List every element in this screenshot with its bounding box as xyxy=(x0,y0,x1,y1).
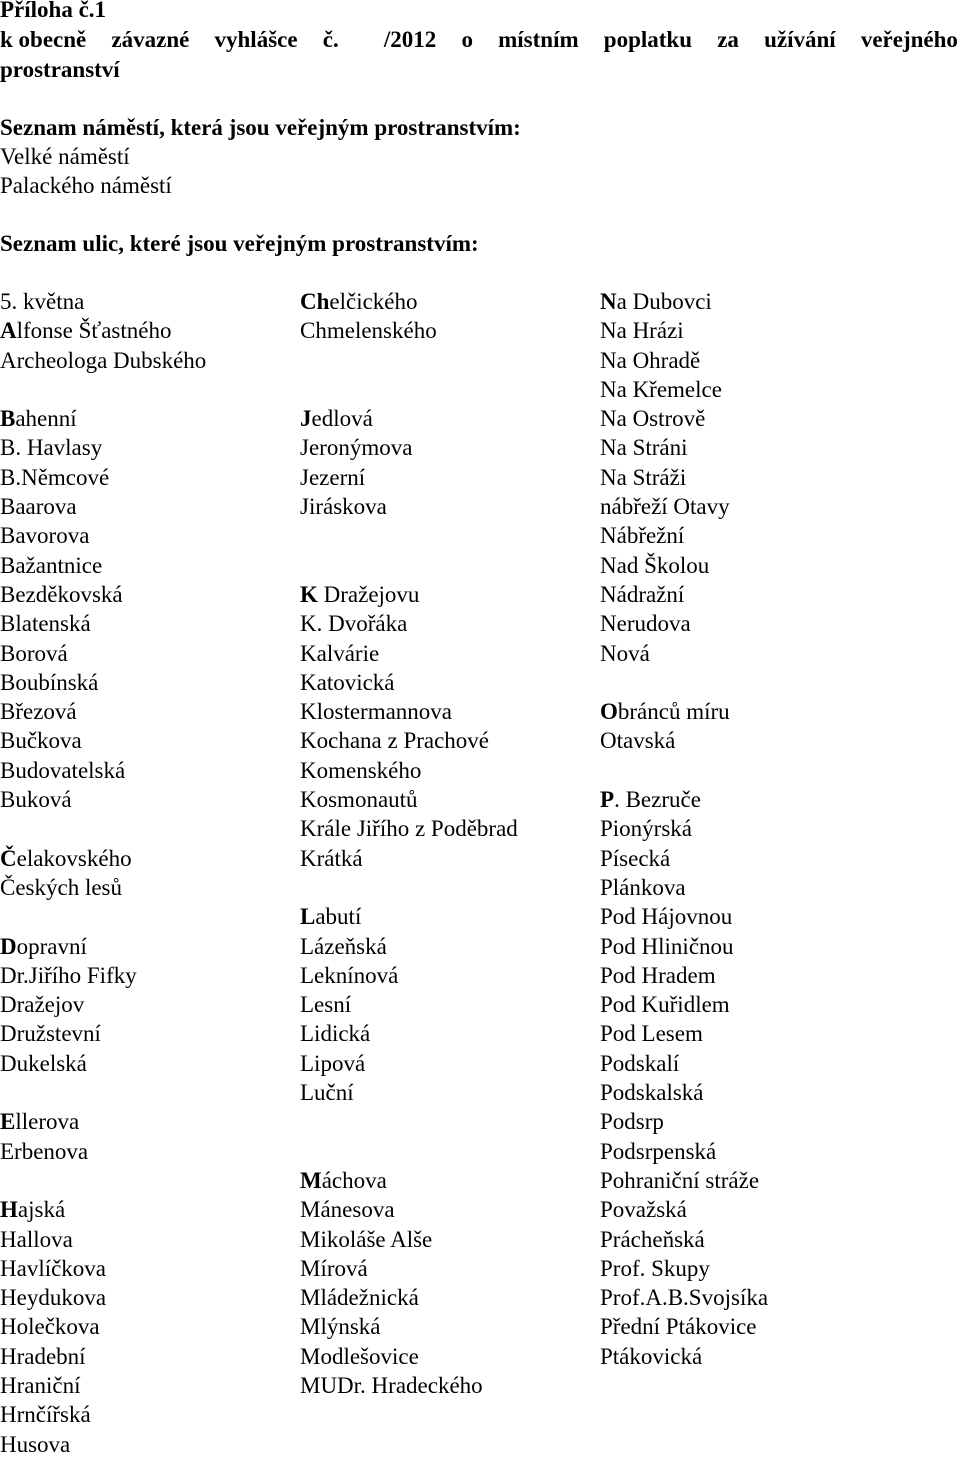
street-name xyxy=(300,580,518,609)
street-name-text: Lipová xyxy=(300,1050,366,1076)
subtitle-word: o xyxy=(461,27,473,52)
blank-row xyxy=(600,668,768,697)
street-name xyxy=(300,404,518,433)
street-initial: K xyxy=(300,581,318,607)
street-name-text: Lidická xyxy=(300,1021,371,1047)
street-name-text: Buková xyxy=(0,787,72,813)
street-name xyxy=(300,492,518,521)
street-name xyxy=(0,316,206,345)
attachment-subtitle-line xyxy=(0,25,958,54)
street-name-text: bránců míru xyxy=(617,699,730,725)
street-name xyxy=(0,639,206,668)
street-name xyxy=(600,1078,768,1107)
blank-row xyxy=(300,346,518,375)
street-name-text: Pohraniční stráže xyxy=(600,1167,760,1193)
street-name xyxy=(600,961,768,990)
street-initial: J xyxy=(300,406,312,432)
street-name-text: B. Havlasy xyxy=(0,435,103,461)
subtitle-word: závazné xyxy=(111,27,190,52)
street-name-text: Bavorova xyxy=(0,523,90,549)
streets-heading: Seznam ulic, které jsou veřejným prostranstvím: xyxy=(0,231,479,256)
street-name xyxy=(600,1137,768,1166)
blank-row xyxy=(0,1166,206,1195)
squares-heading: Seznam náměstí, která jsou veřejným prostranstvím: xyxy=(0,115,521,140)
street-name-text: Leknínová xyxy=(300,962,399,988)
streets-column-2 xyxy=(300,287,518,1400)
street-name xyxy=(0,726,206,755)
street-name-text: Komenského xyxy=(300,757,422,783)
street-name xyxy=(600,1254,768,1283)
street-name xyxy=(0,346,206,375)
street-name-text: Chmelenského xyxy=(300,318,437,344)
street-name-text: ajská xyxy=(17,1197,66,1223)
street-name-text: Na Stráni xyxy=(600,435,688,461)
street-name xyxy=(600,316,768,345)
street-name xyxy=(0,756,206,785)
street-name xyxy=(600,404,768,433)
street-name-text: 5. května xyxy=(0,289,85,314)
street-name xyxy=(300,1371,518,1400)
street-name xyxy=(0,1195,206,1224)
blank-row xyxy=(0,814,206,843)
street-name-text: Pionýrská xyxy=(600,816,692,842)
street-name-text: Prof.A.B.Svojsíka xyxy=(600,1285,769,1311)
subtitle-word: /2012 xyxy=(383,27,437,52)
street-name xyxy=(0,521,206,550)
street-name-text: Blatenská xyxy=(0,611,91,637)
blank-row xyxy=(300,1107,518,1136)
street-name-text: Krátká xyxy=(300,845,363,871)
street-name-text: Podsrpenská xyxy=(600,1138,717,1164)
street-name-text: Hallova xyxy=(0,1226,73,1252)
street-name xyxy=(0,580,206,609)
street-name-text: Kosmonautů xyxy=(300,787,418,813)
street-name xyxy=(600,785,768,814)
street-name-text: Prácheňská xyxy=(600,1226,705,1252)
street-name xyxy=(0,844,206,873)
street-name-text: Krále Jiřího z Poděbrad xyxy=(300,816,518,842)
street-name-text: Hrnčířská xyxy=(0,1402,91,1428)
street-name-text: Budovatelská xyxy=(0,757,126,783)
street-name-text: Hradební xyxy=(0,1343,86,1369)
street-name xyxy=(0,404,206,433)
street-initial: D xyxy=(0,933,17,959)
street-name xyxy=(600,1166,768,1195)
street-name xyxy=(600,639,768,668)
street-name-text: Luční xyxy=(300,1080,354,1106)
street-name xyxy=(0,785,206,814)
subtitle-word: vyhlášce xyxy=(214,27,298,52)
street-name-text: Archeologa Dubského xyxy=(0,347,207,373)
street-name-text: B.Němcové xyxy=(0,464,110,490)
street-name xyxy=(0,1225,206,1254)
street-name xyxy=(0,433,206,462)
street-name-text: Na Křemelce xyxy=(600,376,722,402)
blank-row xyxy=(300,375,518,404)
street-name xyxy=(300,287,518,316)
street-name xyxy=(0,1137,206,1166)
street-name xyxy=(600,521,768,550)
street-name-text: Na Stráži xyxy=(600,464,687,490)
street-name-text: Pod Kuřidlem xyxy=(600,992,730,1018)
street-name xyxy=(0,1107,206,1136)
street-name xyxy=(600,990,768,1019)
street-name-text: Husova xyxy=(0,1431,71,1457)
street-name-text: ahenní xyxy=(15,406,77,432)
street-initial: O xyxy=(600,699,618,725)
blank-row xyxy=(300,551,518,580)
streets-column-3 xyxy=(600,287,768,1371)
street-name xyxy=(0,463,206,492)
street-name-text: Lesní xyxy=(300,992,352,1018)
street-name xyxy=(600,844,768,873)
street-name-text: Březová xyxy=(0,699,77,725)
street-name xyxy=(300,932,518,961)
street-name xyxy=(600,1195,768,1224)
street-name xyxy=(0,1254,206,1283)
street-name xyxy=(600,1107,768,1136)
street-name-text: Holečkova xyxy=(0,1314,100,1340)
street-name-text: Mánesova xyxy=(300,1197,395,1223)
street-name-text: Katovická xyxy=(300,669,395,695)
street-name-text: a Dubovci xyxy=(616,289,712,314)
street-name-text: edlová xyxy=(311,406,373,432)
street-name-text: Pod Lesem xyxy=(600,1021,703,1047)
street-name xyxy=(300,785,518,814)
subtitle-word: veřejného xyxy=(860,27,958,52)
street-name xyxy=(300,1225,518,1254)
street-name-text: Nad Školou xyxy=(600,552,710,578)
street-name-text: Písecká xyxy=(600,845,671,871)
blank-row xyxy=(0,1078,206,1107)
street-name-text: Otavská xyxy=(600,728,676,754)
street-name-text: Nová xyxy=(600,640,650,666)
street-name-text: Nábřežní xyxy=(600,523,685,549)
street-name-text: Modlešovice xyxy=(300,1343,419,1369)
street-name xyxy=(600,492,768,521)
street-name-text: Bažantnice xyxy=(0,552,103,578)
street-name xyxy=(0,551,206,580)
street-name xyxy=(300,1049,518,1078)
street-name xyxy=(0,873,206,902)
street-name xyxy=(0,1019,206,1048)
street-name-text: nábřeží Otavy xyxy=(600,494,730,520)
street-name-text: Jiráskova xyxy=(300,494,387,520)
street-name xyxy=(600,932,768,961)
street-name xyxy=(0,697,206,726)
street-name xyxy=(300,726,518,755)
street-name xyxy=(0,1371,206,1400)
street-name xyxy=(600,1283,768,1312)
street-name xyxy=(300,609,518,638)
street-name xyxy=(0,492,206,521)
street-name-text: Na Ohradě xyxy=(600,347,701,373)
street-initial: B xyxy=(0,406,16,432)
street-name xyxy=(0,1430,206,1459)
street-name xyxy=(0,1312,206,1341)
street-name xyxy=(300,1078,518,1107)
street-name xyxy=(0,1283,206,1312)
street-name xyxy=(0,1342,206,1371)
street-name-text: lfonse Šťastného xyxy=(16,318,172,344)
blank-row xyxy=(0,902,206,931)
street-name xyxy=(300,1195,518,1224)
street-name xyxy=(600,609,768,638)
street-name-text: Borová xyxy=(0,640,68,666)
street-name-text: MUDr. Hradeckého xyxy=(300,1372,483,1398)
street-name xyxy=(300,756,518,785)
street-name-text: Klostermannova xyxy=(300,699,453,725)
street-name-text: elakovského xyxy=(16,845,132,871)
street-name xyxy=(0,990,206,1019)
street-name-text: Dukelská xyxy=(0,1050,87,1076)
street-name-text: Hraniční xyxy=(0,1372,81,1398)
street-name-text: llerova xyxy=(15,1109,80,1135)
blank-row xyxy=(300,873,518,902)
subtitle-word: místním xyxy=(498,27,579,52)
street-name xyxy=(600,551,768,580)
street-name xyxy=(600,814,768,843)
square-item: Velké náměstí xyxy=(0,144,130,169)
street-name xyxy=(0,1049,206,1078)
street-name-text: Podskalská xyxy=(600,1080,704,1106)
street-name xyxy=(600,873,768,902)
street-name xyxy=(600,346,768,375)
street-name xyxy=(300,961,518,990)
street-name xyxy=(300,844,518,873)
subtitle-word: poplatku xyxy=(603,27,693,52)
street-name-text: Nerudova xyxy=(600,611,691,637)
street-name-text: Boubínská xyxy=(0,669,99,695)
street-name xyxy=(0,932,206,961)
street-name-text: Heydukova xyxy=(0,1285,107,1311)
street-name xyxy=(300,463,518,492)
blank-row xyxy=(600,756,768,785)
street-name xyxy=(0,287,206,316)
street-name xyxy=(0,609,206,638)
street-name-text: Pod Hliničnou xyxy=(600,933,734,959)
street-name-text: Dražejovu xyxy=(317,581,420,607)
street-name-text: Družstevní xyxy=(0,1021,101,1047)
street-name xyxy=(300,1312,518,1341)
subtitle-word: k obecně xyxy=(0,27,87,52)
street-name xyxy=(300,639,518,668)
street-initial: P xyxy=(600,787,615,813)
street-name xyxy=(300,1166,518,1195)
street-name-text: Ptákovická xyxy=(600,1343,703,1369)
street-name-text: Dražejov xyxy=(0,992,85,1018)
street-name-text: Přední Ptákovice xyxy=(600,1314,757,1340)
street-name-text: Pod Hradem xyxy=(600,962,716,988)
street-name-text: Podsrp xyxy=(600,1109,664,1135)
street-name-text: Nádražní xyxy=(600,581,685,607)
street-name-text: Mikoláše Alše xyxy=(300,1226,433,1252)
street-name xyxy=(600,726,768,755)
street-name xyxy=(0,1400,206,1429)
street-name-text: Prof. Skupy xyxy=(600,1255,710,1281)
street-name xyxy=(300,1342,518,1371)
street-initial: Č xyxy=(0,845,17,871)
street-name-text: Lázeňská xyxy=(300,933,387,959)
street-name-text: Bučkova xyxy=(0,728,82,754)
street-name-text: Jeronýmova xyxy=(300,435,413,461)
street-name-text: K. Dvořáka xyxy=(300,611,408,637)
street-name-text: Podskalí xyxy=(600,1050,680,1076)
street-name-text: áchova xyxy=(321,1167,387,1193)
street-name-text: Na Hrázi xyxy=(600,318,684,344)
street-name xyxy=(600,1312,768,1341)
blank-row xyxy=(300,521,518,550)
street-initial: N xyxy=(600,289,617,314)
street-name xyxy=(600,463,768,492)
street-name-text: Českých lesů xyxy=(0,874,123,900)
street-name-text: abutí xyxy=(315,904,362,930)
street-initial: L xyxy=(300,904,316,930)
square-item: Palackého náměstí xyxy=(0,173,172,198)
street-name-text: Kochana z Prachové xyxy=(300,728,490,754)
street-name xyxy=(600,697,768,726)
street-name-text: Plánkova xyxy=(600,874,686,900)
street-name-text: Na Ostrově xyxy=(600,406,706,432)
street-name-text: Havlíčkova xyxy=(0,1255,107,1281)
blank-row xyxy=(0,375,206,404)
attachment-title: Příloha č.1 xyxy=(0,0,107,22)
street-name-text: Dr.Jiřího Fifky xyxy=(0,962,137,988)
street-name xyxy=(300,1283,518,1312)
subtitle-word: za xyxy=(717,27,739,52)
street-name xyxy=(300,1254,518,1283)
street-name xyxy=(300,990,518,1019)
street-name xyxy=(600,1225,768,1254)
street-name xyxy=(300,697,518,726)
street-name-text: Baarova xyxy=(0,494,77,520)
street-name-text: Kalvárie xyxy=(300,640,380,666)
street-name xyxy=(600,287,768,316)
blank-row xyxy=(300,1137,518,1166)
subtitle-word: užívání xyxy=(764,27,836,52)
street-name xyxy=(600,375,768,404)
street-name xyxy=(0,961,206,990)
street-name-text: elčického xyxy=(329,289,418,314)
street-name-text: opravní xyxy=(16,933,87,959)
street-name xyxy=(300,316,518,345)
street-name xyxy=(600,1049,768,1078)
street-name xyxy=(600,1342,768,1371)
street-name xyxy=(600,433,768,462)
street-initial: Ch xyxy=(300,289,330,314)
subtitle-word: č. xyxy=(322,27,339,52)
street-name xyxy=(300,1019,518,1048)
attachment-subtitle-end: prostranství xyxy=(0,57,120,82)
street-name xyxy=(300,668,518,697)
street-name-text: Mládežnická xyxy=(300,1285,419,1311)
street-name-text: Jezerní xyxy=(300,464,366,490)
street-name xyxy=(300,902,518,931)
street-initial: H xyxy=(0,1197,18,1223)
street-initial: M xyxy=(300,1167,322,1193)
street-name xyxy=(600,580,768,609)
street-name-text: Bezděkovská xyxy=(0,581,123,607)
street-name xyxy=(600,902,768,931)
street-name-text: . Bezruče xyxy=(614,787,701,813)
street-name xyxy=(300,433,518,462)
street-name-text: Mírová xyxy=(300,1255,368,1281)
street-name-text: Považská xyxy=(600,1197,687,1223)
street-name xyxy=(300,814,518,843)
street-name-text: Erbenova xyxy=(0,1138,89,1164)
street-initial: E xyxy=(0,1109,16,1135)
street-name xyxy=(0,668,206,697)
street-name-text: Mlýnská xyxy=(300,1314,381,1340)
street-name-text: Pod Hájovnou xyxy=(600,904,733,930)
streets-column-1 xyxy=(0,287,206,1459)
street-initial: A xyxy=(0,318,17,344)
street-name xyxy=(600,1019,768,1048)
